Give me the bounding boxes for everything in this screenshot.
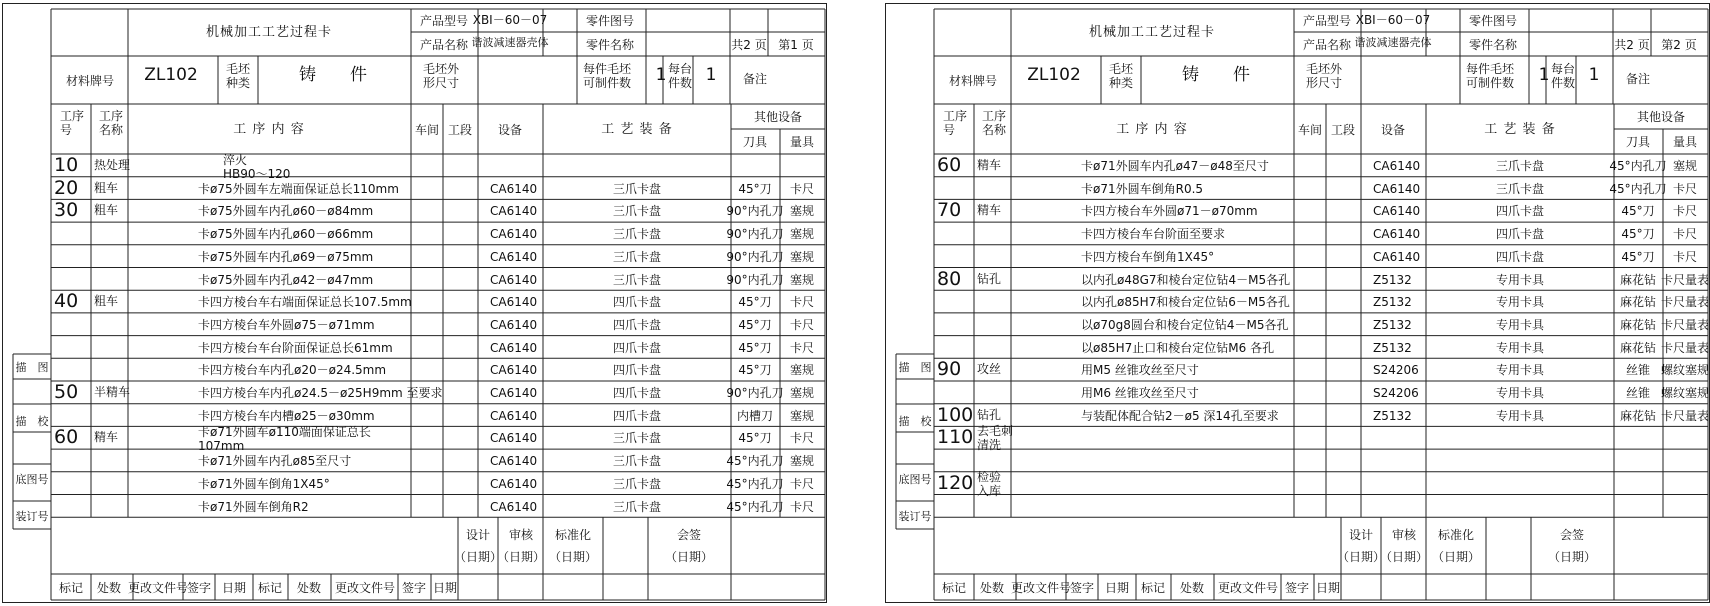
op-content: 卡四方棱台车内孔ø24.5－ø25H9mm 至要求 — [198, 386, 443, 400]
tool-cell: 45°刀 — [1621, 227, 1655, 242]
material-value: ZL102 — [1027, 65, 1081, 85]
tool-cell: 45°刀 — [1621, 249, 1655, 264]
op-content: 卡四方棱台车内槽ø25－ø30mm — [198, 408, 375, 423]
op-content: 卡ø71外圆车倒角1X45° — [198, 476, 330, 491]
equipment-cell: CA6140 — [490, 295, 538, 310]
per-blank-label: 每件毛坯 可制件数 — [1466, 62, 1515, 90]
gauge-cell: 塞规 — [789, 204, 815, 219]
op-content: 卡ø75外圆车左端面保证总长110mm — [198, 181, 399, 196]
tool-cell: 45°内孔刀 — [726, 476, 784, 491]
countersign-label: 会签 — [1559, 528, 1585, 542]
page-total: 共2 页 — [1614, 38, 1650, 52]
equipment-cell: CA6140 — [490, 476, 538, 491]
gauge-cell: 卡尺 — [789, 181, 815, 196]
gauge-cell: 卡尺量表 — [1660, 295, 1710, 310]
gauge-cell: 塞规 — [789, 386, 815, 400]
per-blank-value: 1 — [655, 65, 667, 85]
op-name: 半精车 — [94, 385, 131, 399]
process-card-page-2 — [885, 3, 1710, 603]
tool-cell: 45°内孔刀 — [726, 499, 784, 514]
footer-cell-label: 签字 — [1069, 581, 1095, 595]
product-model-label: 产品型号 — [1302, 14, 1352, 28]
tool-cell: 45°刀 — [738, 363, 772, 378]
op-no: 70 — [937, 199, 962, 222]
per-unit-value: 1 — [705, 65, 717, 85]
fixture-cell: 专用卡具 — [1495, 317, 1545, 332]
equipment-cell: Z5132 — [1373, 340, 1412, 355]
fixture-cell: 专用卡具 — [1495, 408, 1545, 423]
footer-cell-label: 标记 — [257, 581, 283, 595]
blank-type-label: 毛坯 种类 — [225, 62, 251, 90]
op-content: 卡四方棱台车台阶面至要求 — [1081, 227, 1226, 242]
section-header: 工段 — [447, 123, 473, 137]
equipment-cell: CA6140 — [490, 431, 538, 446]
page-number: 第1 页 — [778, 38, 814, 52]
footer-cell-label: 处数 — [979, 581, 1005, 595]
equipment-header: 设备 — [1380, 123, 1406, 137]
gauge-cell: 卡尺 — [1672, 227, 1698, 242]
equipment-header: 设备 — [497, 123, 523, 137]
op-content: 卡ø71外圆车倒角R0.5 — [1081, 181, 1204, 196]
per-unit-value: 1 — [1588, 65, 1600, 85]
fixture-cell: 专用卡具 — [1495, 340, 1545, 355]
gauge-cell: 卡尺 — [789, 431, 815, 446]
tool-cell: 45°刀 — [738, 317, 772, 332]
fixture-cell: 三爪卡盘 — [612, 272, 662, 287]
product-model-value: XBI－60－07 — [472, 13, 548, 27]
review-label: 审核 — [1391, 528, 1417, 542]
gauge-cell: 卡尺 — [789, 499, 815, 514]
gauge-cell: 塞规 — [789, 227, 815, 242]
footer-cell-label: 更改文件号 — [334, 581, 396, 595]
equipment-cell: CA6140 — [1373, 159, 1421, 173]
tool-cell: 90°内孔刀 — [726, 204, 784, 219]
fixture-header: 工 艺 装 备 — [1484, 122, 1556, 137]
equipment-cell: CA6140 — [1373, 249, 1421, 264]
standardize-date: （日期） — [548, 550, 598, 564]
design-date: （日期） — [453, 550, 503, 564]
fixture-cell: 三爪卡盘 — [612, 454, 662, 469]
footer-cell-label: 更改文件号 — [127, 581, 189, 595]
fixture-cell: 专用卡具 — [1495, 363, 1545, 378]
fixture-cell: 四爪卡盘 — [612, 363, 662, 378]
equipment-cell: CA6140 — [490, 317, 538, 332]
equipment-cell: CA6140 — [490, 249, 538, 264]
fixture-header: 工 艺 装 备 — [601, 122, 673, 137]
op-content: 卡ø75外圆车内孔ø69－ø75mm — [198, 249, 374, 264]
process-card-page-1 — [2, 3, 827, 603]
product-name-label: 产品名称 — [419, 38, 469, 52]
equipment-cell: CA6140 — [490, 386, 538, 400]
tool-header: 刀具 — [1625, 135, 1651, 149]
side-box-label: 底图号 — [898, 473, 932, 486]
review-date: （日期） — [496, 550, 546, 564]
equipment-cell: CA6140 — [490, 340, 538, 355]
op-content: 卡四方棱台车倒角1X45° — [1081, 249, 1215, 264]
op-no-header: 工序 号 — [943, 109, 968, 137]
fixture-cell: 四爪卡盘 — [1495, 249, 1545, 264]
blank-size-label: 毛坯外 形尺寸 — [1306, 62, 1343, 90]
other-equipment-header: 其他设备 — [753, 110, 803, 124]
op-content: 卡ø71外圆车ø110端面保证总长 107mm — [198, 425, 371, 454]
per-blank-value: 1 — [1538, 65, 1550, 85]
op-content: 以ø70g8圆台和棱台定位钻4－M5各孔 — [1081, 317, 1289, 332]
fixture-cell: 三爪卡盘 — [612, 227, 662, 242]
fixture-cell: 三爪卡盘 — [1495, 181, 1545, 196]
review-date: （日期） — [1379, 550, 1429, 564]
fixture-cell: 专用卡具 — [1495, 386, 1545, 400]
fixture-cell: 四爪卡盘 — [612, 340, 662, 355]
op-name: 精车 — [977, 158, 1002, 172]
material-label: 材料牌号 — [65, 74, 115, 88]
footer-cell-label: 日期 — [221, 581, 247, 595]
gauge-cell: 卡尺 — [789, 476, 815, 491]
blank-type-value: 铸 件 — [1182, 65, 1250, 85]
equipment-cell: Z5132 — [1373, 408, 1412, 423]
tool-cell: 45°刀 — [738, 181, 772, 196]
tool-cell: 麻花钻 — [1619, 272, 1657, 287]
footer-cell-label: 日期 — [1315, 581, 1341, 595]
tool-cell: 麻花钻 — [1619, 317, 1657, 332]
equipment-cell: Z5132 — [1373, 272, 1412, 287]
equipment-cell: Z5132 — [1373, 295, 1412, 310]
op-name: 精车 — [977, 203, 1002, 218]
countersign-date: （日期） — [1547, 550, 1597, 564]
tool-cell: 90°内孔刀 — [726, 386, 784, 400]
workshop-header: 车间 — [1297, 123, 1323, 137]
gauge-cell: 塞规 — [789, 272, 815, 287]
tool-cell: 90°内孔刀 — [726, 272, 784, 287]
op-content: 卡ø75外圆车内孔ø42－ø47mm — [198, 272, 374, 287]
review-label: 审核 — [508, 528, 534, 542]
side-box-label: 装订号 — [15, 510, 49, 523]
product-name-label: 产品名称 — [1302, 38, 1352, 52]
footer-cell-label: 处数 — [96, 581, 122, 595]
tool-cell: 丝锥 — [1625, 363, 1651, 378]
fixture-cell: 四爪卡盘 — [612, 386, 662, 400]
op-name-header: 工序 名称 — [99, 109, 124, 137]
other-equipment-header: 其他设备 — [1636, 110, 1686, 124]
standardize-label: 标准化 — [554, 528, 592, 542]
gauge-cell: 塞规 — [789, 454, 815, 469]
op-content-header: 工 序 内 容 — [233, 122, 305, 137]
standardize-label: 标准化 — [1437, 528, 1475, 542]
equipment-cell: CA6140 — [490, 499, 538, 514]
note-label: 备注 — [743, 72, 768, 86]
gauge-cell: 卡尺 — [789, 295, 815, 310]
op-no: 30 — [54, 199, 79, 222]
tool-cell: 45°刀 — [1621, 204, 1655, 219]
tool-cell: 麻花钻 — [1619, 295, 1657, 310]
fixture-cell: 三爪卡盘 — [612, 499, 662, 514]
part-name-label: 零件名称 — [585, 38, 635, 52]
tool-cell: 45°内孔刀 — [1609, 181, 1667, 196]
side-box-label: 装订号 — [898, 510, 932, 523]
op-content: 卡四方棱台车右端面保证总长107.5mm — [198, 295, 412, 310]
countersign-label: 会签 — [676, 528, 702, 542]
gauge-cell: 卡尺量表 — [1660, 408, 1710, 423]
equipment-cell: CA6140 — [490, 272, 538, 287]
equipment-cell: CA6140 — [1373, 181, 1421, 196]
op-content: 以ø85H7止口和棱台定位钻M6 各孔 — [1081, 340, 1275, 355]
op-no: 120 — [937, 471, 974, 494]
per-blank-label: 每件毛坯 可制件数 — [583, 62, 632, 90]
fixture-cell: 四爪卡盘 — [1495, 227, 1545, 242]
op-no: 20 — [54, 176, 79, 199]
footer-cell-label: 处数 — [1179, 581, 1205, 595]
fixture-cell: 三爪卡盘 — [612, 204, 662, 219]
op-name: 粗车 — [94, 294, 119, 309]
footer-cell-label: 标记 — [1140, 581, 1166, 595]
op-content: 用M5 丝锥攻丝至尺寸 — [1081, 363, 1199, 378]
countersign-date: （日期） — [664, 550, 714, 564]
op-no: 10 — [54, 154, 79, 176]
part-no-label: 零件图号 — [585, 14, 635, 28]
op-name: 粗车 — [94, 180, 119, 195]
op-content: 与装配体配合钻2－ø5 深14孔至要求 — [1081, 408, 1279, 423]
op-no: 80 — [937, 267, 962, 290]
card-title: 机械加工工艺过程卡 — [1088, 25, 1216, 40]
op-name: 去毛刺 清洗 — [977, 424, 1014, 453]
op-no: 60 — [937, 154, 962, 176]
tool-header: 刀具 — [742, 135, 768, 149]
design-label: 设计 — [465, 528, 491, 542]
product-name-value: 谐波减速器壳体 — [471, 36, 549, 49]
op-content: 淬火 HB90～120 — [223, 153, 291, 181]
gauge-header: 量具 — [789, 135, 815, 149]
op-content: 卡ø75外圆车内孔ø60－ø84mm — [198, 204, 374, 219]
fixture-cell: 三爪卡盘 — [1495, 159, 1545, 173]
op-name: 检验 入库 — [977, 469, 1002, 498]
fixture-cell: 三爪卡盘 — [612, 249, 662, 264]
gauge-cell: 卡尺 — [789, 317, 815, 332]
footer-cell-label: 日期 — [1104, 581, 1130, 595]
blank-size-label: 毛坯外 形尺寸 — [423, 62, 460, 90]
page-number: 第2 页 — [1661, 38, 1697, 52]
equipment-cell: CA6140 — [490, 227, 538, 242]
tool-cell: 45°刀 — [738, 340, 772, 355]
tool-cell: 麻花钻 — [1619, 340, 1657, 355]
design-label: 设计 — [1348, 528, 1374, 542]
material-value: ZL102 — [144, 65, 198, 85]
fixture-cell: 三爪卡盘 — [612, 431, 662, 446]
footer-cell-label: 签字 — [401, 581, 427, 595]
gauge-cell: 塞规 — [789, 249, 815, 264]
tool-cell: 丝锥 — [1625, 386, 1651, 400]
op-name: 钻孔 — [977, 271, 1002, 286]
op-no: 50 — [54, 381, 79, 403]
op-no: 110 — [937, 426, 974, 449]
op-name: 精车 — [94, 430, 119, 445]
design-date: （日期） — [1336, 550, 1386, 564]
op-content: 卡四方棱台车内孔ø20－ø24.5mm — [198, 363, 387, 378]
tool-cell: 45°刀 — [738, 431, 772, 446]
op-content-header: 工 序 内 容 — [1116, 122, 1188, 137]
op-content: 以内孔ø48G7和棱台定位钻4－M5各孔 — [1081, 272, 1291, 287]
equipment-cell: CA6140 — [1373, 227, 1421, 242]
part-name-label: 零件名称 — [1468, 38, 1518, 52]
footer-cell-label: 更改文件号 — [1217, 581, 1279, 595]
side-box-label: 描 图 — [898, 361, 932, 374]
gauge-cell: 卡尺 — [1672, 181, 1698, 196]
footer-cell-label: 日期 — [432, 581, 458, 595]
product-name-value: 谐波减速器壳体 — [1354, 36, 1432, 49]
equipment-cell: CA6140 — [490, 408, 538, 423]
op-no: 90 — [937, 358, 962, 381]
tool-cell: 内槽刀 — [736, 408, 774, 423]
op-name: 钻孔 — [977, 407, 1002, 422]
gauge-cell: 卡尺 — [1672, 204, 1698, 219]
material-label: 材料牌号 — [948, 74, 998, 88]
tool-cell: 45°内孔刀 — [1609, 159, 1667, 173]
note-label: 备注 — [1626, 72, 1651, 86]
op-no-header: 工序 号 — [60, 109, 85, 137]
standardize-date: （日期） — [1431, 550, 1481, 564]
side-box-label: 描 图 — [15, 361, 49, 374]
tool-cell: 45°刀 — [738, 295, 772, 310]
fixture-cell: 三爪卡盘 — [612, 476, 662, 491]
tool-cell: 麻花钻 — [1619, 408, 1657, 423]
gauge-cell: 塞规 — [789, 363, 815, 378]
op-name-header: 工序 名称 — [982, 109, 1007, 137]
op-content: 卡ø71外圆车倒角R2 — [198, 499, 309, 514]
gauge-cell: 卡尺量表 — [1660, 272, 1710, 287]
tool-cell: 45°内孔刀 — [726, 454, 784, 469]
gauge-cell: 螺纹塞规 — [1660, 363, 1710, 378]
section-header: 工段 — [1330, 123, 1356, 137]
footer-cell-label: 签字 — [1284, 581, 1310, 595]
fixture-cell: 三爪卡盘 — [612, 181, 662, 196]
fixture-cell: 四爪卡盘 — [1495, 204, 1545, 219]
footer-cell-label: 处数 — [296, 581, 322, 595]
footer-cell-label: 标记 — [941, 581, 967, 595]
op-no: 40 — [54, 290, 79, 313]
op-content: 卡四方棱台车外圆ø71－ø70mm — [1081, 204, 1258, 219]
fixture-cell: 专用卡具 — [1495, 272, 1545, 287]
blank-type-value: 铸 件 — [299, 65, 367, 85]
workshop-header: 车间 — [414, 123, 440, 137]
part-no-label: 零件图号 — [1468, 14, 1518, 28]
card-grid-lines — [886, 4, 1710, 604]
equipment-cell: CA6140 — [490, 454, 538, 469]
op-no: 60 — [54, 426, 79, 449]
fixture-cell: 四爪卡盘 — [612, 408, 662, 423]
equipment-cell: CA6140 — [490, 204, 538, 219]
gauge-cell: 卡尺量表 — [1660, 340, 1710, 355]
card-grid-lines — [3, 4, 828, 604]
tool-cell: 90°内孔刀 — [726, 227, 784, 242]
side-box-label: 描 校 — [898, 415, 932, 428]
product-model-value: XBI－60－07 — [1355, 13, 1431, 27]
gauge-cell: 卡尺 — [1672, 249, 1698, 264]
tool-cell: 90°内孔刀 — [726, 249, 784, 264]
equipment-cell: S24206 — [1373, 363, 1419, 378]
fixture-cell: 专用卡具 — [1495, 295, 1545, 310]
equipment-cell: Z5132 — [1373, 317, 1412, 332]
side-box-label: 描 校 — [15, 415, 49, 428]
equipment-cell: S24206 — [1373, 386, 1419, 400]
side-box-label: 底图号 — [15, 473, 49, 486]
gauge-cell: 卡尺 — [789, 340, 815, 355]
equipment-cell: CA6140 — [490, 181, 538, 196]
op-content: 卡ø75外圆车内孔ø60－ø66mm — [198, 227, 374, 242]
op-content: 卡ø71外圆车内孔ø47－ø48至尺寸 — [1081, 159, 1269, 173]
gauge-cell: 塞规 — [789, 408, 815, 423]
gauge-cell: 卡尺量表 — [1660, 317, 1710, 332]
per-unit-label: 每台 件数 — [668, 62, 693, 90]
equipment-cell: CA6140 — [1373, 204, 1421, 219]
gauge-cell: 螺纹塞规 — [1660, 386, 1710, 400]
op-content: 卡四方棱台车台阶面保证总长61mm — [198, 340, 393, 355]
gauge-cell: 塞规 — [1672, 159, 1698, 173]
fixture-cell: 四爪卡盘 — [612, 317, 662, 332]
per-unit-label: 每台 件数 — [1551, 62, 1576, 90]
equipment-cell: CA6140 — [490, 363, 538, 378]
footer-cell-label: 更改文件号 — [1010, 581, 1072, 595]
footer-cell-label: 标记 — [58, 581, 84, 595]
op-no: 100 — [937, 403, 974, 426]
op-name: 热处理 — [94, 158, 131, 172]
op-name: 粗车 — [94, 203, 119, 218]
op-name: 攻丝 — [977, 362, 1002, 377]
gauge-header: 量具 — [1672, 135, 1698, 149]
op-content: 卡四方棱台车外圆ø75－ø71mm — [198, 317, 375, 332]
footer-cell-label: 签字 — [186, 581, 212, 595]
fixture-cell: 四爪卡盘 — [612, 295, 662, 310]
page-total: 共2 页 — [731, 38, 767, 52]
product-model-label: 产品型号 — [419, 14, 469, 28]
blank-type-label: 毛坯 种类 — [1108, 62, 1134, 90]
op-content: 用M6 丝锥攻丝至尺寸 — [1081, 386, 1199, 400]
op-content: 以内孔ø85H7和棱台定位钻6－M5各孔 — [1081, 295, 1290, 310]
op-content: 卡ø71外圆车内孔ø85至尺寸 — [198, 454, 352, 469]
card-title: 机械加工工艺过程卡 — [205, 25, 333, 40]
